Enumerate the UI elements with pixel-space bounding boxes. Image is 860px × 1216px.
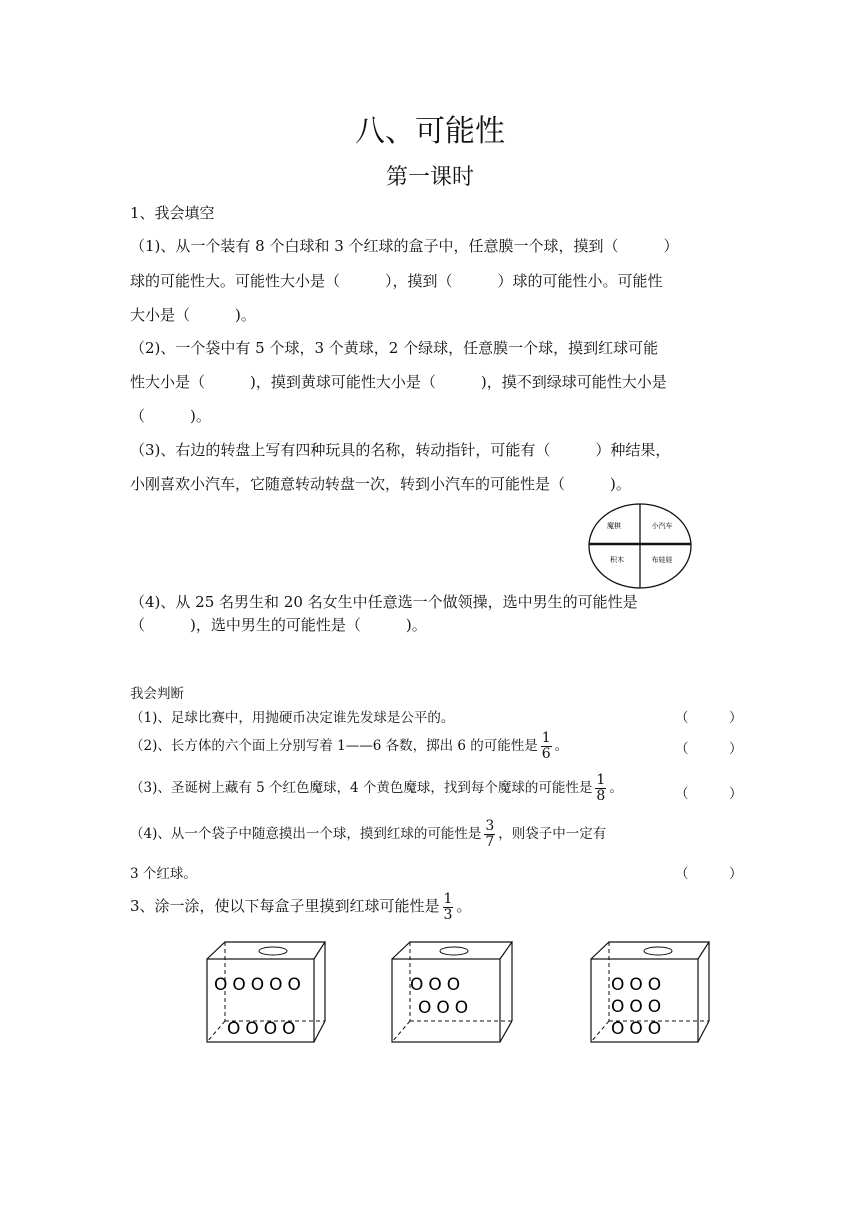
q2-line2: 性大小是（ )，摸到黄球可能性大小是（ )，摸不到绿球可能性大小是: [130, 373, 667, 391]
ball-box-3: [585, 938, 719, 1046]
box1-row2: OOOO: [227, 1019, 301, 1039]
judge-item-4-text: （4)、从一个袋子中随意摸出一个球，摸到红球的可能性是: [130, 826, 482, 842]
judge-item-4-end: ，则袋子中一定有: [498, 826, 607, 842]
page-subtitle: 第一课时: [385, 165, 474, 190]
judge-item-3-end: 。: [609, 780, 623, 796]
fraction-den: 7: [485, 834, 495, 850]
judge-mark-3: （ ）: [675, 786, 743, 802]
q1-line2: 球的可能性大。可能性大小是（ ），摸到（ ）球的可能性小。可能性: [130, 272, 663, 290]
fraction-den: 3: [443, 906, 453, 923]
fraction-num: 1: [443, 890, 453, 907]
judge-item-4-line2: 3 个红球。: [130, 866, 197, 882]
fraction-3-7: [484, 819, 495, 849]
fraction-num: 1: [596, 772, 606, 789]
judge-mark-2: （ ）: [675, 741, 743, 757]
spinner-label-3: 积木: [610, 556, 624, 564]
fraction-den: 6: [541, 746, 551, 762]
box2-row2: OOO: [418, 998, 474, 1018]
spinner-wheel: [584, 500, 696, 592]
judge-item-3-text: （3)、圣诞树上藏有 5 个红色魔球，4 个黄色魔球，找到每个魔球的可能性是: [130, 780, 593, 796]
q4-line1: （4)、从 25 名男生和 20 名女生中任意选一个做领操，选中男生的可能性是: [130, 593, 638, 611]
spinner-label-2: 小汽车: [651, 522, 673, 530]
section3-end: 。: [456, 897, 472, 915]
ball-box-2: [386, 938, 520, 1046]
judge-item-4: [130, 812, 606, 856]
section3-text: 3、涂一涂，使以下每盒子里摸到红球可能性是: [130, 897, 440, 915]
q1-line3: 大小是（ )。: [130, 306, 256, 324]
section1-heading: 1、我会填空: [130, 204, 215, 222]
spinner-label-4: 布娃娃: [651, 556, 673, 564]
box3-row1: OOO: [611, 975, 667, 995]
section2-heading: 我会判断: [130, 686, 184, 702]
judge-item-2: [130, 727, 568, 765]
judge-item-3: [130, 768, 623, 808]
q2-line3: （ )。: [130, 407, 211, 425]
q3-line2: 小刚喜欢小汽车，它随意转动转盘一次，转到小汽车的可能性是（ )。: [130, 475, 631, 493]
box3-row3: OOO: [611, 1019, 667, 1039]
fraction-num: 3: [485, 818, 495, 835]
box2-row1: OOO: [410, 975, 466, 995]
box3-row2: OOO: [611, 997, 667, 1017]
ball-box-1: [200, 938, 334, 1046]
spinner-label-1: 魔棋: [607, 522, 621, 530]
fraction-num: 1: [541, 730, 551, 747]
q2-line1: （2)、一个袋中有 5 个球，3 个黄球，2 个绿球，任意膜一个球，摸到红球可能: [130, 339, 659, 357]
fraction-1-8: [595, 773, 606, 803]
judge-item-2-text: （2)、长方体的六个面上分别写着 1——6 各数，掷出 6 的可能性是: [130, 738, 538, 754]
judge-mark-1: （ ）: [675, 710, 743, 726]
q1-line1: （1)、从一个装有 8 个白球和 3 个红球的盒子中，任意膜一个球，摸到（ ）: [130, 237, 679, 255]
judge-item-2-end: 。: [554, 738, 569, 754]
judge-mark-4: （ ）: [675, 866, 743, 882]
fraction-1-6: [541, 731, 552, 761]
box1-row1: OOOOO: [214, 975, 306, 995]
fraction-1-3: [443, 892, 454, 922]
fraction-den: 8: [596, 788, 606, 804]
page-title: 八、可能性: [355, 114, 505, 149]
q4-line2: （ )，选中男生的可能性是（ )。: [130, 616, 427, 634]
section3-instruction: [130, 884, 471, 928]
q3-line1: （3)、右边的转盘上写有四种玩具的名称，转动指针，可能有（ ）种结果，: [130, 441, 671, 459]
judge-item-1: （1)、足球比赛中，用抛硬币决定谁先发球是公平的。: [130, 710, 455, 726]
